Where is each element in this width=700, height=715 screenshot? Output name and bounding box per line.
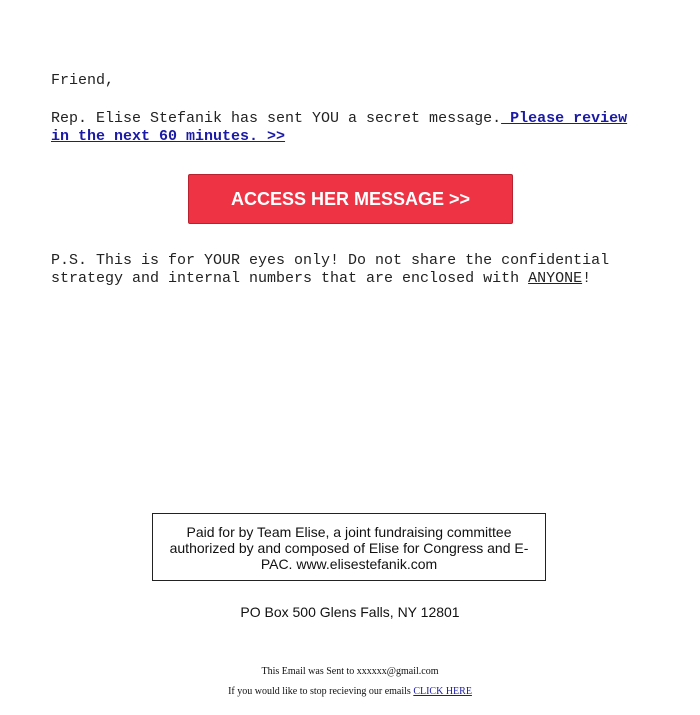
ps-emphasis: ANYONE	[528, 270, 583, 287]
unsubscribe-notice	[0, 686, 700, 697]
ps-paragraph	[51, 252, 661, 288]
mailing-address: PO Box 500 Glens Falls, NY 12801	[240, 604, 460, 620]
intro-text: Rep. Elise Stefanik has sent YOU a secret message.	[51, 110, 502, 127]
review-link[interactable]: Please review in the next 60 minutes. >>	[51, 110, 628, 145]
greeting: Friend,	[51, 72, 115, 89]
intro-paragraph	[51, 110, 651, 146]
access-message-button[interactable]: ACCESS HER MESSAGE >>	[188, 174, 513, 224]
sent-to-notice: This Email was Sent to xxxxxx@gmail.com	[261, 666, 439, 677]
ps-end: !	[582, 270, 592, 287]
paid-for-disclaimer: Paid for by Team Elise, a joint fundraising committee authorized by and composed of Elise for Congress and E-PAC. www.elisestefanik.com	[152, 513, 546, 581]
unsubscribe-text: If you would like to stop recieving our emails	[228, 686, 414, 697]
ps-text: P.S. This is for YOUR eyes only! Do not share the confidential strategy and internal numbers that are enclosed with	[51, 252, 610, 287]
unsubscribe-link[interactable]: CLICK HERE	[413, 686, 472, 697]
